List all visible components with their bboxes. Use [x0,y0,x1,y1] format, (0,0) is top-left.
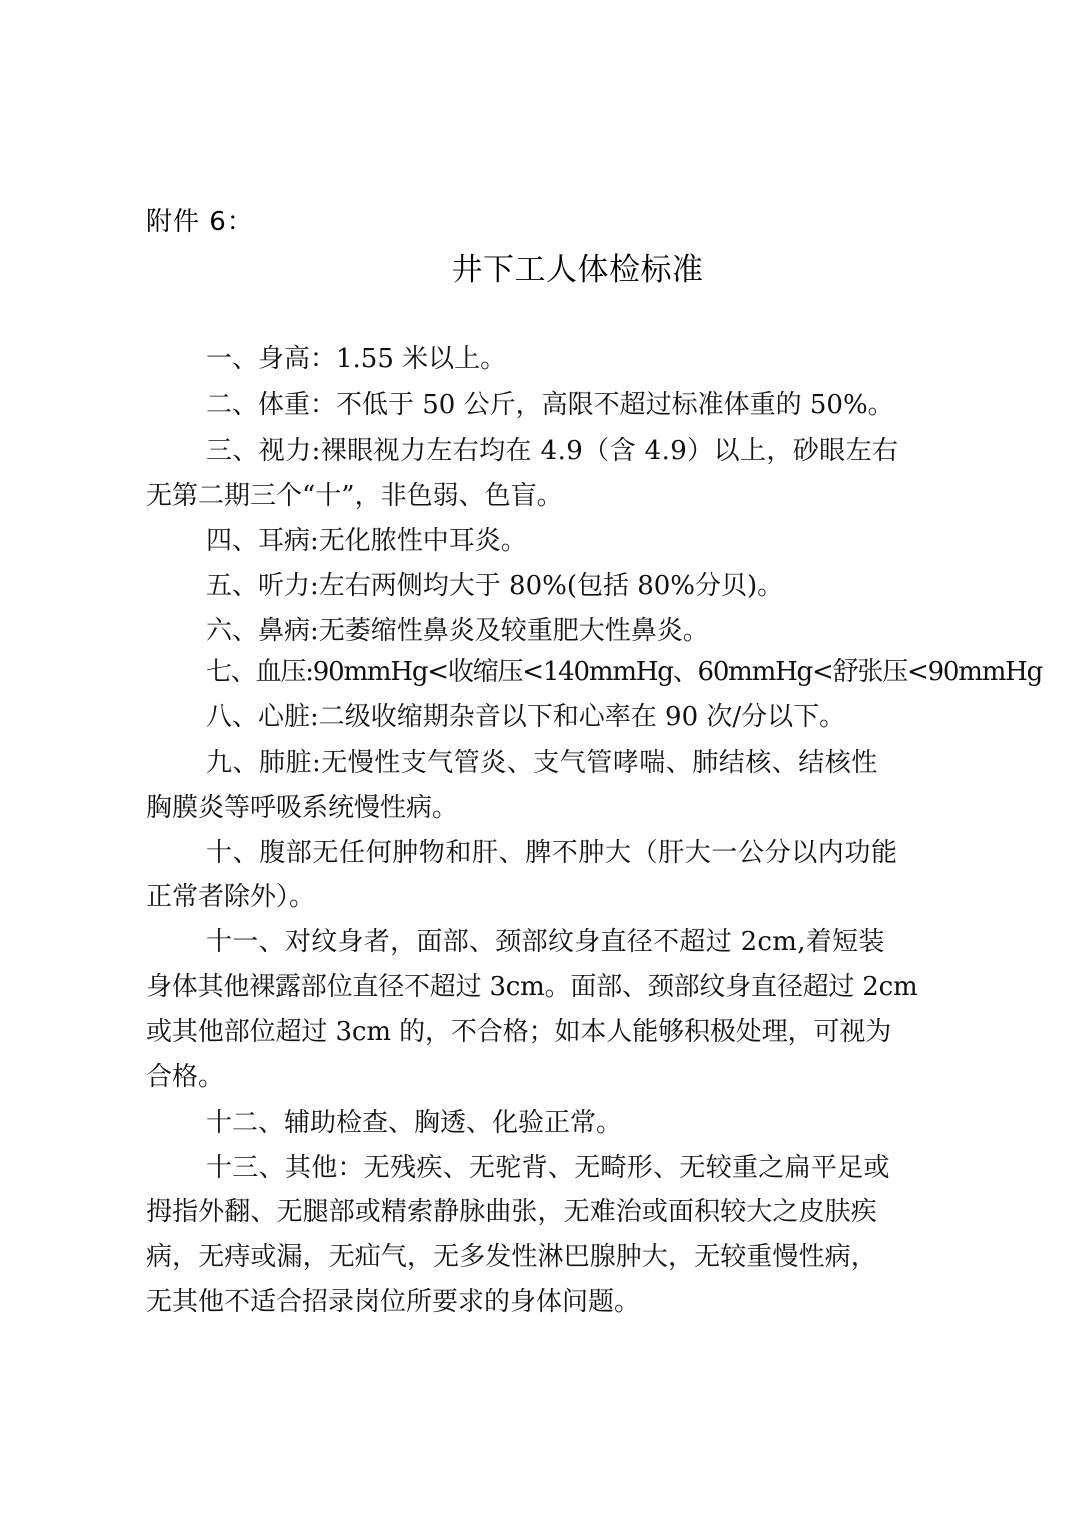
item-13-other-cont-2: 病，无痔或漏，无疝气，无多发性淋巴腺肿大，无较重慢性病， [146,1242,877,1272]
item-4-ear: 四、耳病:无化脓性中耳炎。 [206,526,527,556]
item-13-other-cont-3: 无其他不适合招录岗位所要求的身体问题。 [146,1287,641,1317]
item-10-abdomen: 十、腹部无任何肿物和肝、脾不肿大（肝大一公分以内功能 [206,838,898,868]
item-11-tattoo: 十一、对纹身者，面部、颈部纹身直径不超过 2cm,着短装 [206,927,885,957]
item-2-weight: 二、体重：不低于 50 公斤，高限不超过标准体重的 50%。 [206,390,894,420]
item-13-other: 十三、其他：无残疾、无驼背、无畸形、无较重之扁平足或 [206,1153,890,1183]
item-6-nose: 六、鼻病:无萎缩性鼻炎及较重肥大性鼻炎。 [206,616,709,646]
item-13-other-cont-1: 拇指外翻、无腿部或精索静脉曲张，无难治或面积较大之皮肤疾 [146,1197,877,1227]
item-7-blood-pressure: 七、血压:90mmHg<收缩压<140mmHg、60mmHg<舒张压<90mmHg [206,657,1043,687]
item-12-auxiliary-exam: 十二、辅助检查、胸透、化验正常。 [206,1108,623,1138]
item-1-height: 一、身高：1.55 米以上。 [206,344,507,374]
item-8-heart: 八、心脏:二级收缩期杂音以下和心率在 90 次/分以下。 [206,702,846,732]
item-3-vision: 三、视力:裸眼视力左右均在 4.9（含 4.9）以上，砂眼左右 [206,436,899,466]
document-title: 井下工人体检标准 [451,252,704,288]
item-10-abdomen-cont: 正常者除外）。 [146,882,316,912]
item-9-lungs-cont: 胸膜炎等呼吸系统慢性病。 [146,793,459,823]
attachment-label: 附件 6： [146,207,254,237]
item-9-lungs: 九、肺脏:无慢性支气管炎、支气管哮喘、肺结核、结核性 [206,748,878,778]
item-11-tattoo-cont-1: 身体其他裸露部位直径不超过 3cm。面部、颈部纹身直径超过 2cm [146,972,918,1002]
item-3-vision-cont: 无第二期三个“十”，非色弱、色盲。 [146,481,563,511]
item-5-hearing: 五、听力:左右两侧均大于 80%(包括 80%分贝)。 [206,571,784,601]
item-11-tattoo-cont-3: 合格。 [146,1062,225,1092]
item-11-tattoo-cont-2: 或其他部位超过 3cm 的，不合格；如本人能够积极处理，可视为 [146,1017,892,1047]
